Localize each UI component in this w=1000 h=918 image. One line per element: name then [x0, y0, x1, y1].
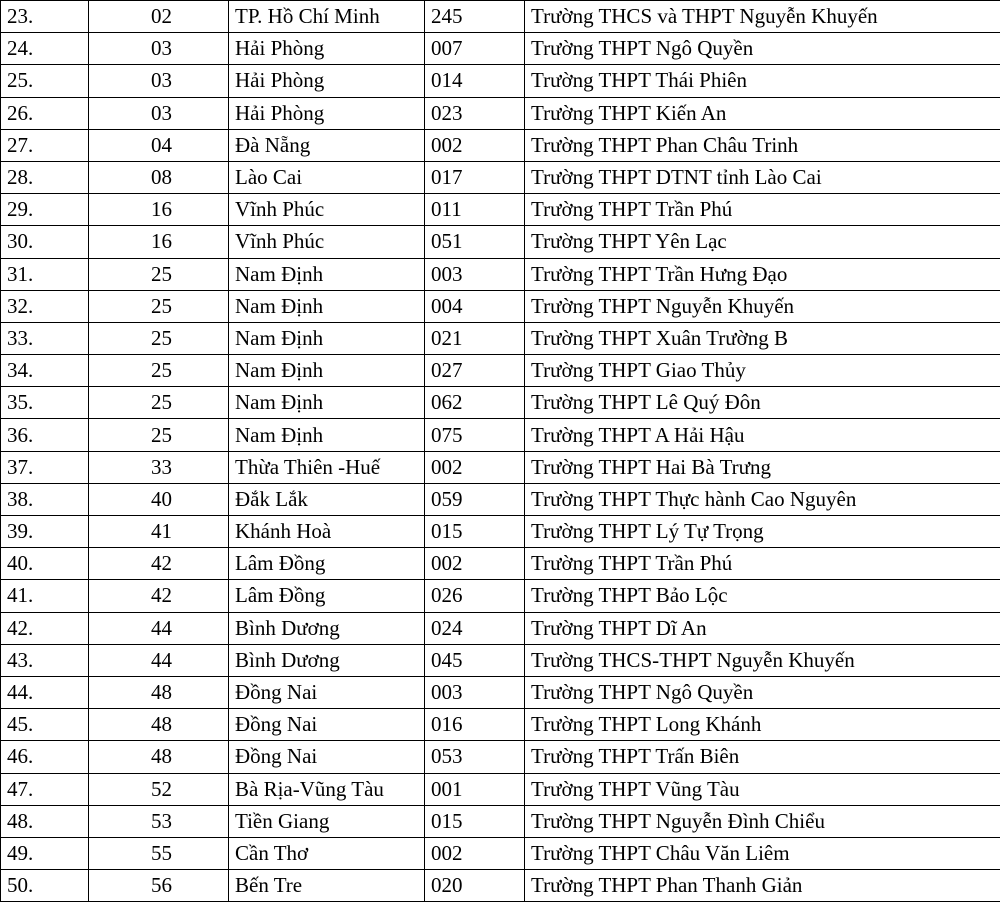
province-name-cell: Đồng Nai: [229, 676, 425, 708]
row-number-cell: 28.: [1, 161, 89, 193]
province-code-cell: 25: [89, 322, 229, 354]
table-row: [1, 129, 1000, 161]
province-code-cell: 03: [89, 33, 229, 65]
province-code-cell: 52: [89, 773, 229, 805]
row-number-cell: 29.: [1, 194, 89, 226]
school-code-cell: 002: [425, 548, 525, 580]
table-row: [1, 419, 1000, 451]
table-row: [1, 805, 1000, 837]
province-name-cell: Đồng Nai: [229, 709, 425, 741]
row-number-cell: 36.: [1, 419, 89, 451]
province-code-cell: 25: [89, 290, 229, 322]
province-name-cell: Hải Phòng: [229, 65, 425, 97]
table-row: [1, 612, 1000, 644]
row-number-cell: 31.: [1, 258, 89, 290]
school-code-cell: 003: [425, 258, 525, 290]
school-name-cell: Trường THPT Nguyễn Khuyến: [525, 290, 1000, 322]
province-name-cell: TP. Hồ Chí Minh: [229, 1, 425, 33]
row-number-cell: 26.: [1, 97, 89, 129]
province-code-cell: 53: [89, 805, 229, 837]
row-number-cell: 23.: [1, 1, 89, 33]
school-code-cell: 002: [425, 837, 525, 869]
province-code-cell: 03: [89, 97, 229, 129]
school-name-cell: Trường THPT Xuân Trường B: [525, 322, 1000, 354]
province-code-cell: 48: [89, 676, 229, 708]
row-number-cell: 49.: [1, 837, 89, 869]
table-row: [1, 709, 1000, 741]
school-code-cell: 027: [425, 355, 525, 387]
province-name-cell: Nam Định: [229, 387, 425, 419]
table-row: [1, 644, 1000, 676]
province-name-cell: Vĩnh Phúc: [229, 194, 425, 226]
school-code-cell: 002: [425, 129, 525, 161]
province-name-cell: Thừa Thiên -Huế: [229, 451, 425, 483]
school-code-cell: 001: [425, 773, 525, 805]
province-code-cell: 08: [89, 161, 229, 193]
table-row: [1, 451, 1000, 483]
province-code-cell: 25: [89, 419, 229, 451]
table-row: [1, 773, 1000, 805]
table-row: [1, 676, 1000, 708]
province-code-cell: 03: [89, 65, 229, 97]
row-number-cell: 41.: [1, 580, 89, 612]
school-name-cell: Trường THPT Giao Thủy: [525, 355, 1000, 387]
province-name-cell: Nam Định: [229, 290, 425, 322]
province-code-cell: 42: [89, 580, 229, 612]
school-name-cell: Trường THPT Lê Quý Đôn: [525, 387, 1000, 419]
school-code-cell: 015: [425, 805, 525, 837]
table-row: [1, 65, 1000, 97]
province-name-cell: Bà Rịa-Vũng Tàu: [229, 773, 425, 805]
school-code-cell: 062: [425, 387, 525, 419]
school-name-cell: Trường THPT Trần Phú: [525, 548, 1000, 580]
province-code-cell: 44: [89, 644, 229, 676]
province-code-cell: 56: [89, 870, 229, 902]
province-name-cell: Tiền Giang: [229, 805, 425, 837]
province-name-cell: Đồng Nai: [229, 741, 425, 773]
school-code-cell: 002: [425, 451, 525, 483]
table-row: [1, 548, 1000, 580]
row-number-cell: 38.: [1, 483, 89, 515]
school-code-cell: 045: [425, 644, 525, 676]
school-name-cell: Trường THPT Hai Bà Trưng: [525, 451, 1000, 483]
table-row: [1, 387, 1000, 419]
table-row: [1, 226, 1000, 258]
row-number-cell: 30.: [1, 226, 89, 258]
province-name-cell: Đà Nẵng: [229, 129, 425, 161]
table-row: [1, 33, 1000, 65]
table-row: [1, 161, 1000, 193]
province-name-cell: Nam Định: [229, 258, 425, 290]
table-row: [1, 741, 1000, 773]
province-name-cell: Đắk Lắk: [229, 483, 425, 515]
row-number-cell: 27.: [1, 129, 89, 161]
province-name-cell: Hải Phòng: [229, 97, 425, 129]
school-name-cell: Trường THPT Ngô Quyền: [525, 676, 1000, 708]
province-name-cell: Bình Dương: [229, 644, 425, 676]
school-name-cell: Trường THCS và THPT Nguyễn Khuyến: [525, 1, 1000, 33]
school-name-cell: Trường THPT Bảo Lộc: [525, 580, 1000, 612]
school-name-cell: Trường THPT Lý Tự Trọng: [525, 516, 1000, 548]
province-code-cell: 40: [89, 483, 229, 515]
province-name-cell: Vĩnh Phúc: [229, 226, 425, 258]
province-code-cell: 25: [89, 387, 229, 419]
table-body: [1, 1, 1000, 902]
school-code-cell: 059: [425, 483, 525, 515]
row-number-cell: 44.: [1, 676, 89, 708]
school-name-cell: Trường THPT Vũng Tàu: [525, 773, 1000, 805]
school-name-cell: Trường THPT Yên Lạc: [525, 226, 1000, 258]
row-number-cell: 46.: [1, 741, 89, 773]
row-number-cell: 34.: [1, 355, 89, 387]
school-code-cell: 016: [425, 709, 525, 741]
table-row: [1, 1, 1000, 33]
row-number-cell: 50.: [1, 870, 89, 902]
province-name-cell: Khánh Hoà: [229, 516, 425, 548]
province-name-cell: Nam Định: [229, 419, 425, 451]
province-code-cell: 55: [89, 837, 229, 869]
school-code-cell: 020: [425, 870, 525, 902]
table-row: [1, 97, 1000, 129]
table-row: [1, 355, 1000, 387]
school-name-cell: Trường THPT Long Khánh: [525, 709, 1000, 741]
table-row: [1, 516, 1000, 548]
province-code-cell: 33: [89, 451, 229, 483]
province-code-cell: 25: [89, 355, 229, 387]
table-row: [1, 580, 1000, 612]
row-number-cell: 24.: [1, 33, 89, 65]
row-number-cell: 48.: [1, 805, 89, 837]
school-name-cell: Trường THPT Phan Thanh Giản: [525, 870, 1000, 902]
school-name-cell: Trường THPT Phan Châu Trinh: [525, 129, 1000, 161]
school-code-cell: 053: [425, 741, 525, 773]
province-name-cell: Lào Cai: [229, 161, 425, 193]
province-code-cell: 25: [89, 258, 229, 290]
school-code-cell: 024: [425, 612, 525, 644]
school-name-cell: Trường THPT Trần Hưng Đạo: [525, 258, 1000, 290]
row-number-cell: 42.: [1, 612, 89, 644]
province-name-cell: Cần Thơ: [229, 837, 425, 869]
school-code-cell: 051: [425, 226, 525, 258]
school-name-cell: Trường THCS-THPT Nguyễn Khuyến: [525, 644, 1000, 676]
table-row: [1, 194, 1000, 226]
row-number-cell: 43.: [1, 644, 89, 676]
row-number-cell: 35.: [1, 387, 89, 419]
row-number-cell: 32.: [1, 290, 89, 322]
school-name-cell: Trường THPT Thái Phiên: [525, 65, 1000, 97]
table-row: [1, 258, 1000, 290]
school-code-cell: 011: [425, 194, 525, 226]
row-number-cell: 40.: [1, 548, 89, 580]
school-name-cell: Trường THPT Trần Phú: [525, 194, 1000, 226]
province-code-cell: 16: [89, 226, 229, 258]
school-name-cell: Trường THPT Dĩ An: [525, 612, 1000, 644]
school-name-cell: Trường THPT Kiến An: [525, 97, 1000, 129]
table-row: [1, 837, 1000, 869]
row-number-cell: 25.: [1, 65, 89, 97]
province-code-cell: 02: [89, 1, 229, 33]
school-name-cell: Trường THPT DTNT tỉnh Lào Cai: [525, 161, 1000, 193]
school-name-cell: Trường THPT Châu Văn Liêm: [525, 837, 1000, 869]
school-code-cell: 015: [425, 516, 525, 548]
school-code-cell: 075: [425, 419, 525, 451]
school-name-cell: Trường THPT Trấn Biên: [525, 741, 1000, 773]
province-name-cell: Hải Phòng: [229, 33, 425, 65]
school-name-cell: Trường THPT Thực hành Cao Nguyên: [525, 483, 1000, 515]
province-name-cell: Bình Dương: [229, 612, 425, 644]
table-row: [1, 870, 1000, 902]
province-name-cell: Nam Định: [229, 355, 425, 387]
school-code-cell: 245: [425, 1, 525, 33]
province-code-cell: 48: [89, 741, 229, 773]
table-row: [1, 483, 1000, 515]
province-name-cell: Bến Tre: [229, 870, 425, 902]
table-row: [1, 290, 1000, 322]
province-name-cell: Nam Định: [229, 322, 425, 354]
table-row: [1, 322, 1000, 354]
province-code-cell: 42: [89, 548, 229, 580]
province-code-cell: 48: [89, 709, 229, 741]
row-number-cell: 33.: [1, 322, 89, 354]
province-code-cell: 16: [89, 194, 229, 226]
row-number-cell: 37.: [1, 451, 89, 483]
school-code-cell: 026: [425, 580, 525, 612]
row-number-cell: 39.: [1, 516, 89, 548]
school-name-cell: Trường THPT Ngô Quyền: [525, 33, 1000, 65]
province-code-cell: 44: [89, 612, 229, 644]
school-code-cell: 003: [425, 676, 525, 708]
school-code-cell: 007: [425, 33, 525, 65]
province-name-cell: Lâm Đồng: [229, 580, 425, 612]
school-code-cell: 017: [425, 161, 525, 193]
school-code-cell: 014: [425, 65, 525, 97]
school-code-cell: 023: [425, 97, 525, 129]
school-name-cell: Trường THPT A Hải Hậu: [525, 419, 1000, 451]
province-code-cell: 04: [89, 129, 229, 161]
school-code-cell: 021: [425, 322, 525, 354]
school-code-cell: 004: [425, 290, 525, 322]
school-name-cell: Trường THPT Nguyễn Đình Chiểu: [525, 805, 1000, 837]
row-number-cell: 47.: [1, 773, 89, 805]
province-name-cell: Lâm Đồng: [229, 548, 425, 580]
province-code-cell: 41: [89, 516, 229, 548]
row-number-cell: 45.: [1, 709, 89, 741]
